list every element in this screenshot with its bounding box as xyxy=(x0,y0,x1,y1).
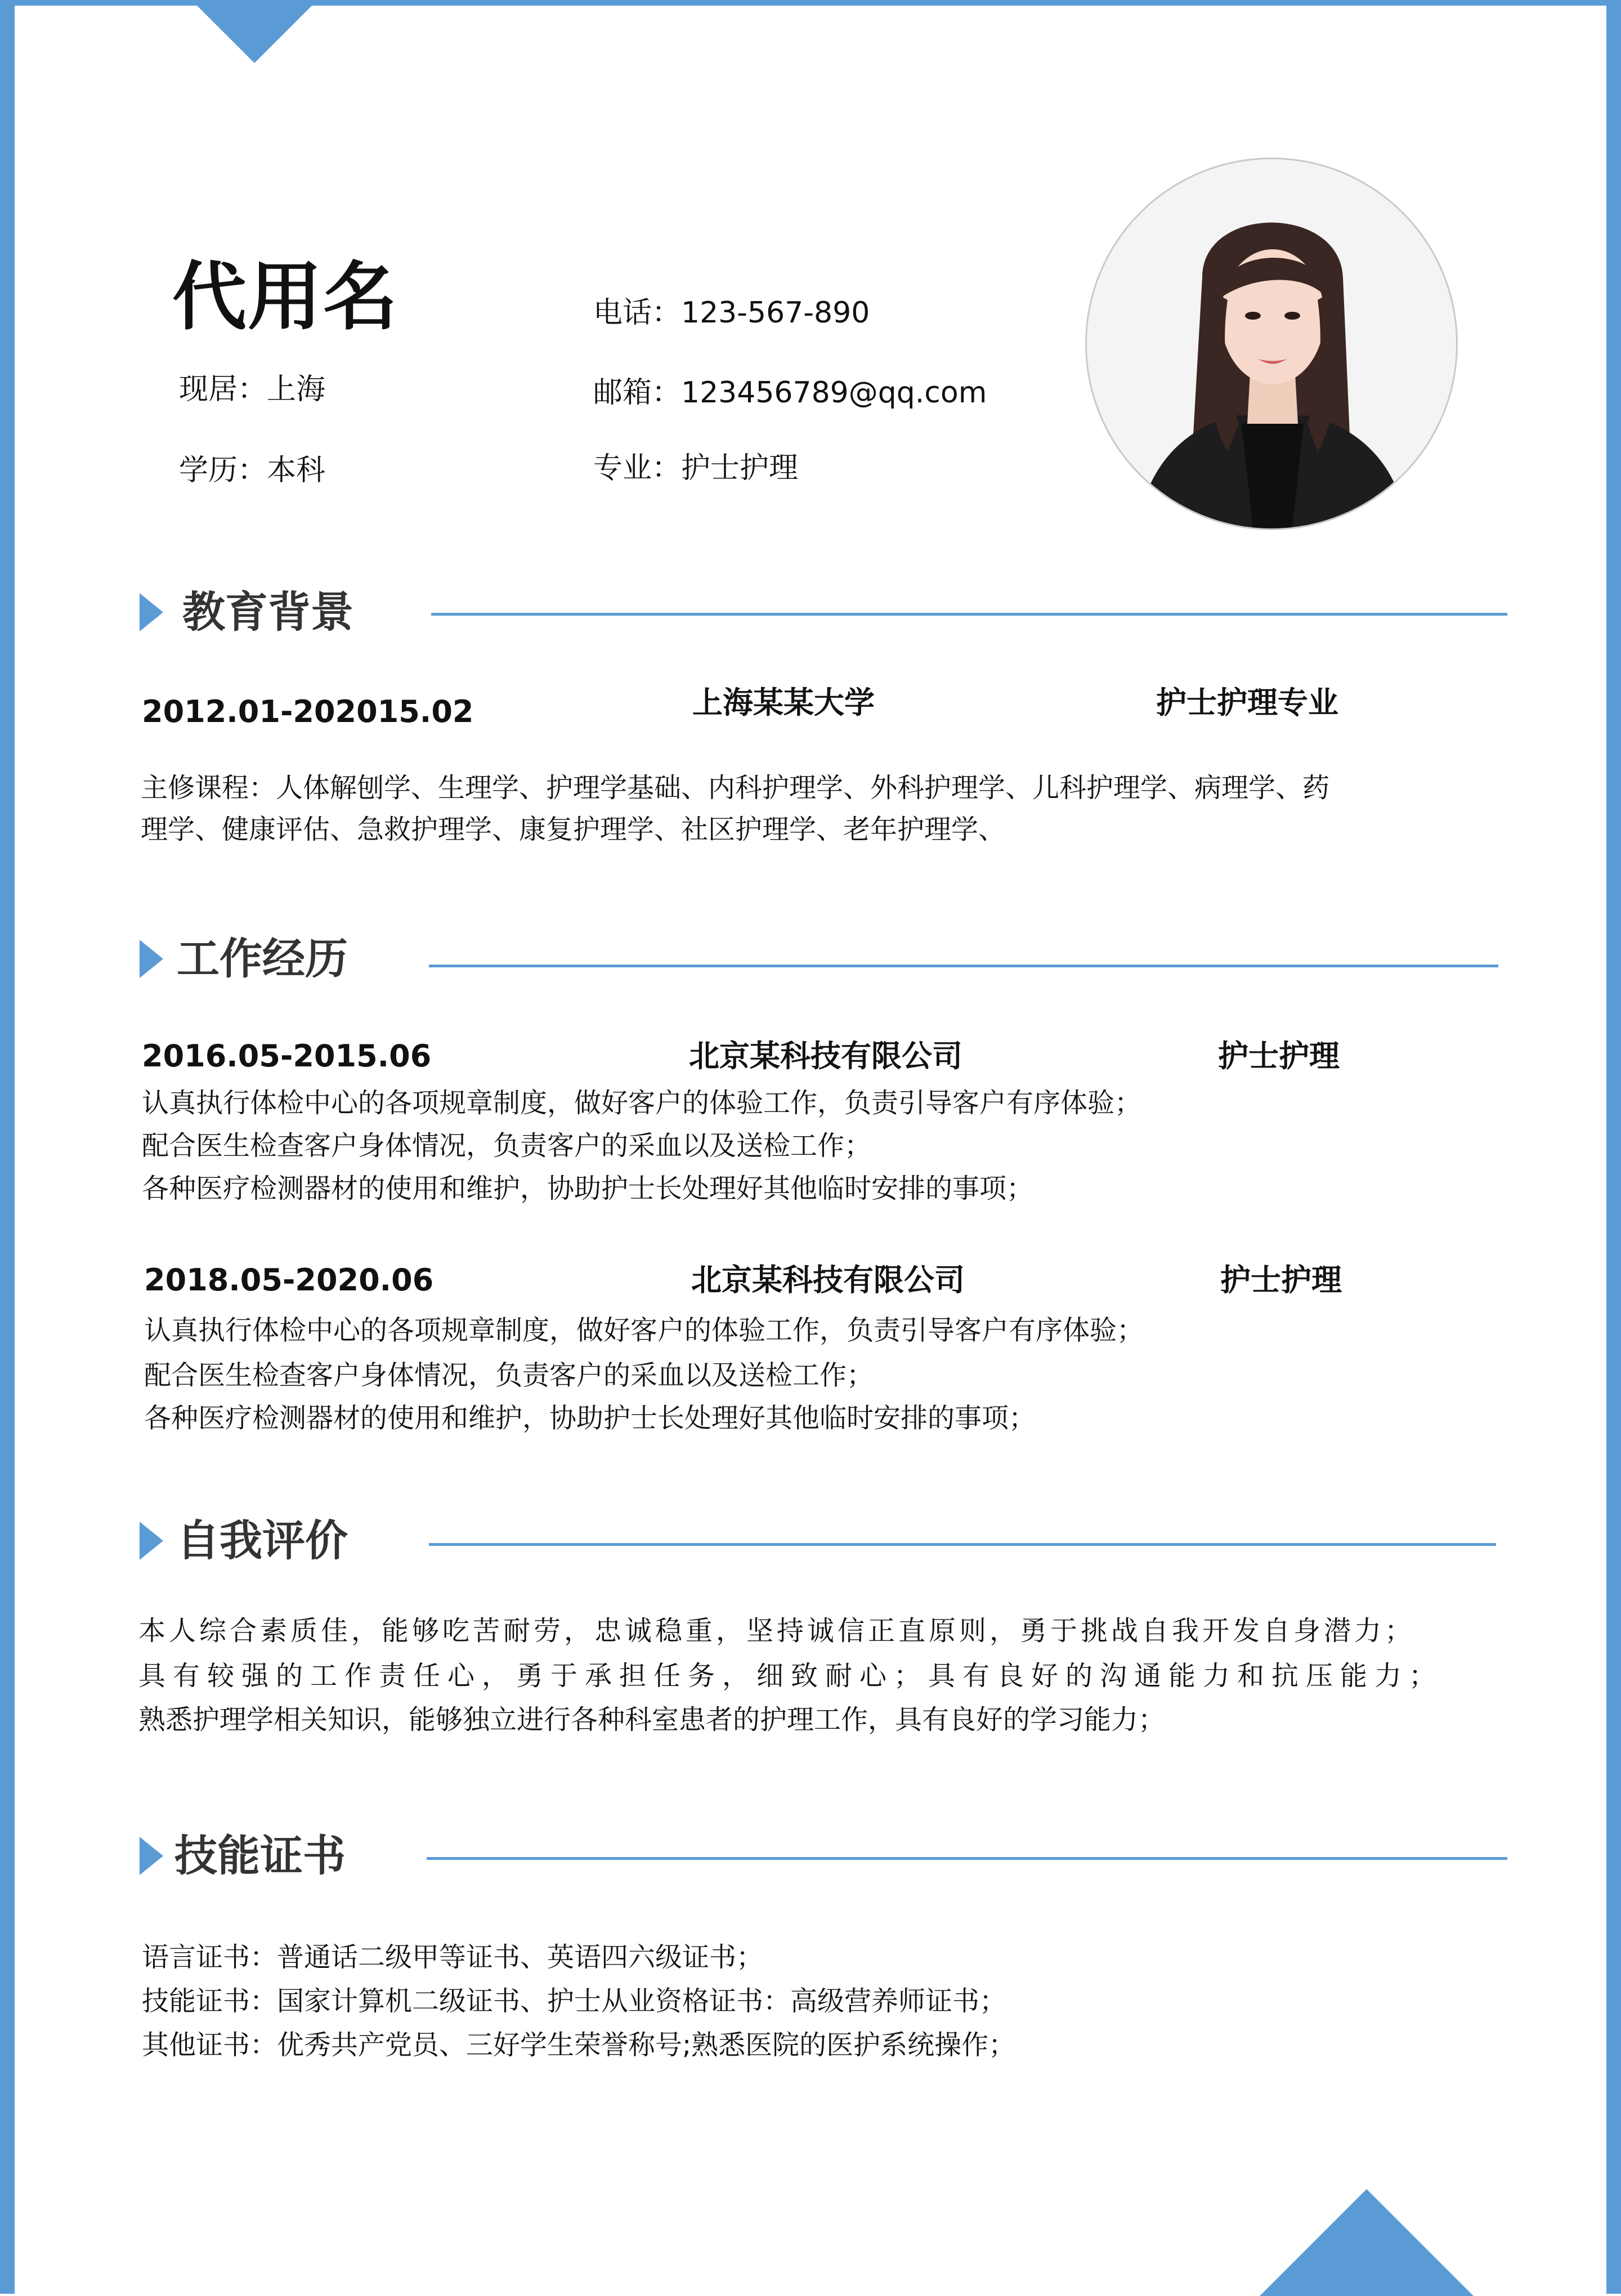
job-2-duty-3: 各种医疗检测器材的使用和维护，协助护士长处理好其他临时安排的事项； xyxy=(144,1402,1036,1434)
profile-photo xyxy=(1085,158,1458,530)
skills-line-1: 语言证书：普通话二级甲等证书、英语四六级证书； xyxy=(142,1941,764,1973)
job-2-position: 护士护理 xyxy=(1220,1262,1342,1298)
self-evaluation-line-3: 熟悉护理学相关知识，能够独立进行各种科室患者的护理工作，具有良好的学习能力； xyxy=(138,1704,1166,1736)
job-1-duty-3: 各种医疗检测器材的使用和维护，协助护士长处理好其他临时安排的事项； xyxy=(142,1173,1034,1204)
job-1-duty-1: 认真执行体检中心的各项规章制度，做好客户的体验工作，负责引导客户有序体验； xyxy=(142,1087,1142,1119)
education-courses-line-1: 主修课程：人体解刨学、生理学、护理学基础、内科护理学、外科护理学、儿科护理学、病理学、药 xyxy=(141,772,1330,804)
job-2-duty-2: 配合医生检查客户身体情况，负责客户的采血以及送检工作； xyxy=(144,1360,874,1391)
education-school: 上海某某大学 xyxy=(692,685,875,720)
self-evaluation-line-1: 本人综合素质佳，能够吃苦耐劳，忠诚稳重，坚持诚信正直原则，勇于挑战自我开发自身潜力； xyxy=(138,1615,1416,1647)
job-2-duty-1: 认真执行体检中心的各项规章制度，做好客户的体验工作，负责引导客户有序体验； xyxy=(144,1315,1144,1346)
education-section-divider xyxy=(431,613,1507,616)
phone-info: 电话：123-567-890 xyxy=(593,296,870,330)
major-info: 专业：护士护理 xyxy=(593,451,799,485)
right-border xyxy=(1606,0,1621,2294)
bottom-triangle-decoration xyxy=(1260,2189,1474,2296)
education-section-marker-icon xyxy=(140,593,163,631)
education-courses-line-2: 理学、健康评估、急救护理学、康复护理学、社区护理学、老年护理学、 xyxy=(141,814,1006,845)
skills-section-divider xyxy=(427,1857,1507,1860)
skills-line-2: 技能证书：国家计算机二级证书、护士从业资格证书：高级营养师证书； xyxy=(142,1985,1007,2017)
self-evaluation-line-2: 具有较强的工作责任心，勇于承担任务，细致耐心；具有良好的沟通能力和抗压能力； xyxy=(138,1660,1444,1692)
job-1-period: 2016.05-2015.06 xyxy=(142,1038,432,1074)
self-evaluation-section-title: 自我评价 xyxy=(177,1515,348,1566)
skills-section-marker-icon xyxy=(140,1837,163,1875)
residence-info: 现居：上海 xyxy=(179,373,326,406)
email-info: 邮箱：123456789@qq.com xyxy=(593,376,987,410)
job-2-company: 北京某科技有限公司 xyxy=(691,1262,965,1298)
left-border xyxy=(0,0,15,2294)
work-section-title: 工作经历 xyxy=(177,934,348,984)
portrait-image xyxy=(1087,159,1456,528)
work-section-divider xyxy=(429,965,1498,967)
self-evaluation-section-marker-icon xyxy=(140,1522,163,1560)
job-1-company: 北京某科技有限公司 xyxy=(689,1038,962,1074)
education-section-title: 教育背景 xyxy=(182,587,353,637)
top-triangle-decoration xyxy=(191,0,317,63)
job-2-period: 2018.05-2020.06 xyxy=(144,1262,434,1298)
candidate-name: 代用名 xyxy=(172,254,398,340)
work-section-marker-icon xyxy=(140,940,163,978)
education-major: 护士护理专业 xyxy=(1156,685,1338,720)
education-info: 学历：本科 xyxy=(179,454,326,487)
education-period: 2012.01-202015.02 xyxy=(142,694,474,729)
job-1-duty-2: 配合医生检查客户身体情况，负责客户的采血以及送检工作； xyxy=(142,1130,872,1162)
skills-section-title: 技能证书 xyxy=(174,1831,346,1881)
skills-line-3: 其他证书：优秀共产党员、三好学生荣誉称号;熟悉医院的医护系统操作； xyxy=(142,2029,1016,2061)
self-evaluation-section-divider xyxy=(429,1543,1496,1546)
job-1-position: 护士护理 xyxy=(1218,1038,1340,1074)
